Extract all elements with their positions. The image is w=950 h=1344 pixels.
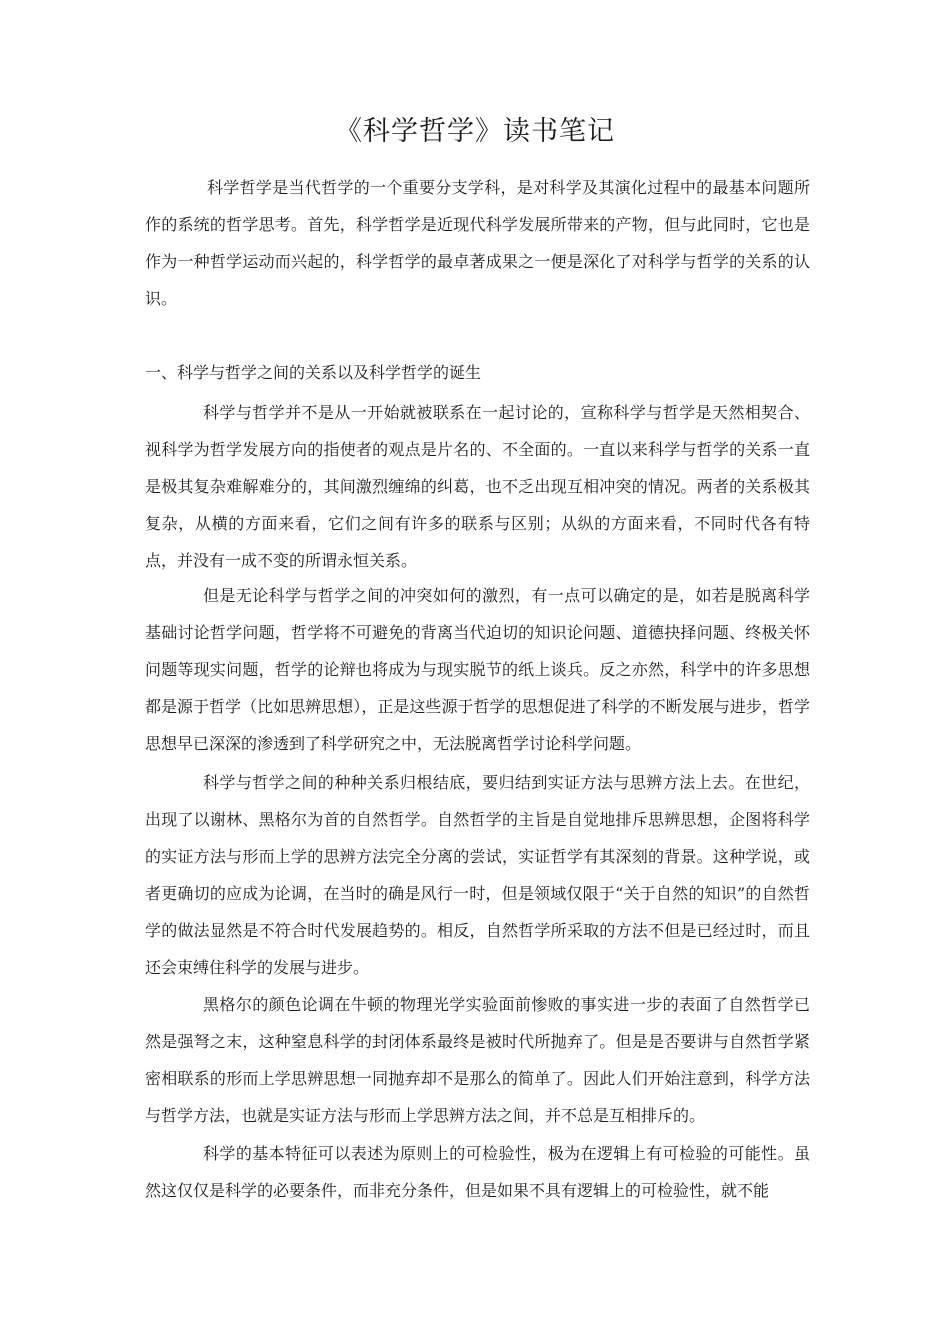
section-heading: 一、科学与哲学之间的关系以及科学哲学的诞生	[145, 363, 482, 382]
body-paragraph: 黑格尔的颜色论调在牛顿的物理光学实验面前惨败的事实进一步的表面了自然哲学已然是强弩之末，这种窒息科学的封闭体系最终是被时代所抛弃了。但是是否要讲与自然哲学紧密相联系的形而上学思辨思想一同抛弃却不是那么的简单了。因此人们开始注意到，科学方法与哲学方法，也就是实证方法与形而上学思辨方法之间，并不总是互相排斥的。	[145, 995, 810, 1125]
body-paragraph: 但是无论科学与哲学之间的冲突如何的激烈，有一点可以确定的是，如若是脱离科学基础讨论哲学问题，哲学将不可避免的背离当代迫切的知识论问题、道德抉择问题、终极关怀问题等现实问题，哲学的论辩也将成为与现实脱节的纸上谈兵。反之亦然，科学中的许多思想都是源于哲学（比如思辨思想），正是这些源于哲学的思想促进了科学的不断发展与进步，哲学思想早已深深的渗透到了科学研究之中，无法脱离哲学讨论科学问题。	[145, 586, 810, 753]
body-paragraph: 科学与哲学并不是从一开始就被联系在一起讨论的，宣称科学与哲学是天然相契合、视科学为哲学发展方向的指使者的观点是片名的、不全面的。一直以来科学与哲学的关系一直是极其复杂难解难分的，其间激烈缠绵的纠葛，也不乏出现互相冲突的情况。两者的关系极其复杂，从横的方面来看，它们之间有许多的联系与区别；从纵的方面来看，不同时代各有特点，并没有一成不变的所谓永恒关系。	[145, 403, 810, 570]
body-paragraph: 科学与哲学之间的种种关系归根结底，要归结到实证方法与思辨方法上去。在世纪，出现了以谢林、黑格尔为首的自然哲学。自然哲学的主旨是自觉地排斥思辨思想，企图将科学的实证方法与形而上学的思辨方法完全分离的尝试，实证哲学有其深刻的背景。这种学说，或者更确切的应成为论调，在当时的确是风行一时，但是领域仅限于“关于自然的知识”的自然哲学的做法显然是不符合时代发展趋势的。相反，自然哲学所采取的方法不但是已经过时，而且还会束缚住科学的发展与进步。	[145, 773, 810, 977]
intro-paragraph: 科学哲学是当代哲学的一个重要分支学科，是对科学及其演化过程中的最基本问题所作的系统的哲学思考。首先，科学哲学是近现代科学发展所带来的产物，但与此同时，它也是作为一种哲学运动而兴起的，科学哲学的最卓著成果之一便是深化了对科学与哲学的关系的认识。	[145, 178, 810, 308]
body-paragraph: 科学的基本特征可以表述为原则上的可检验性，极为在逻辑上有可检验的可能性。虽然这仅仅是科学的必要条件，而非充分条件，但是如果不具有逻辑上的可检验性，就不能	[145, 1144, 810, 1200]
document-title: 《科学哲学》读书笔记	[335, 116, 615, 147]
